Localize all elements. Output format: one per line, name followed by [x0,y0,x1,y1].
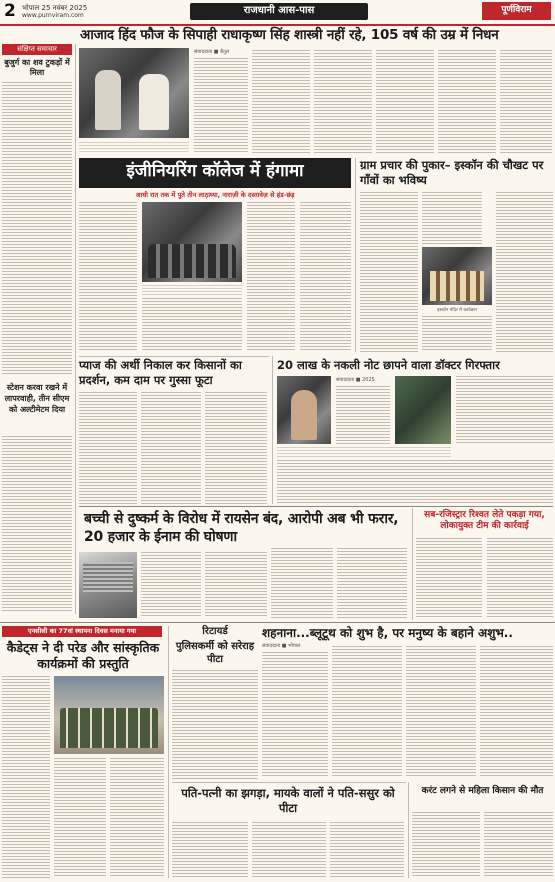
section-title: राजधानी आस-पास [243,5,315,16]
wedding-dateline: संवाददाता ■ भोपाल [262,643,301,649]
raisen-photo [79,552,137,618]
wedding-body-col1 [262,652,328,778]
raisen-body-col1 [141,552,201,618]
brief-headline-2: स्टेशन करवा रखने में लापरवाही, तीन सीएम को अल्टीमेटम दिया [4,383,70,414]
engineering-caption [142,285,242,295]
onion-body-col2 [141,392,201,504]
engineering-body-col2 [142,298,242,352]
lead-body-col1 [194,58,248,154]
ncc-headline: कैडेट्स ने दी परेड और सांस्कृतिक कार्यक्रमों की प्रस्तुति [6,640,160,671]
engineering-body-col4 [300,202,351,352]
farmer-body-col1 [412,812,480,878]
onion-body-col3 [205,392,267,504]
lead-photo-caption [79,142,189,154]
couple-top-rule [172,782,406,783]
raisen-body-col3 [271,548,333,618]
village-headline: ग्राम प्रचार की पुकार– इस्कॉन की चौखट पर गाँवों का भविष्य [360,158,544,187]
engineering-subhead: आधी रात तक में पुते तीन लाठ़ाघ्या, नाराज़ी के दस्तावेज़ से हंड-छंड़ [135,191,295,199]
photo-figure-2 [139,74,169,130]
col-rule-mid [355,158,356,352]
col-rule-left [75,44,76,614]
raisen-body-col2 [205,552,267,618]
ncc-body-col2 [54,758,106,878]
village-caption: इस्कॉन मंदिर में कार्यक्रम [437,308,477,313]
wedding-body-col2 [332,646,402,778]
header-rule [0,24,555,26]
lead-dateline: संवाददाता ■ बैतूल [194,49,230,55]
village-photo [422,247,492,305]
ncc-kicker: एनसीसी का 77वां स्थापना दिवस मनाया गया [2,626,162,637]
fake-notes-body-col3 [277,460,553,504]
fake-notes-photo [277,376,331,444]
col-rule-farmer [408,782,409,878]
retired-headline: पुलिसकर्मी को सरेराह पीटा [175,641,255,665]
masthead-box [482,2,551,20]
farmer-headline: करंट लगने से महिला किसान की मौत [421,786,544,796]
crowd-silhouette [148,244,236,278]
village-body-col1 [360,192,418,352]
engineering-body-col3 [247,202,295,352]
wedding-body-col3 [406,646,476,778]
wedding-body-col4 [480,646,553,778]
wedding-headline: शहनाना...ब्लूटूथ को शुभ है, पर मनुष्य के बहाने अशुभ.. [262,626,513,640]
bribe-body-col2 [487,538,553,618]
col-rule-ncc [168,626,169,878]
bottom-section-rule [0,622,555,623]
lead-photo [79,48,189,138]
ncc-photo [54,676,164,754]
fake-notes-dateline: संवाददाता ■ 2025 [336,377,375,383]
arrested-man [291,390,317,440]
fake-notes-body-col2 [456,376,553,444]
lead-body-col5 [438,50,496,154]
retired-body [172,670,258,780]
retired-kicker: रिटायर्ड [202,626,228,637]
date-line: भोपाल 25 नवंबर 2025 [22,4,88,12]
lead-body-col6 [500,50,552,154]
raisen-top-rule [79,506,553,507]
bribe-body-col1 [416,538,482,618]
engineering-headline-box [79,158,351,188]
left-column [2,44,72,614]
couple-body-col2 [252,822,326,878]
brief-headline-1: बुजुर्ग का शव टुकड़ों में मिला [4,58,70,77]
col-rule-bribe [412,508,413,620]
page-header [0,0,555,26]
bribe-headline: सब-रजिस्ट्रार रिश्वत लेते पकड़ा गया, लोकायुक्त टीम की कार्रवाई [424,510,545,531]
cadets-row [60,708,158,748]
lead-headline: आजाद हिंद फौज के सिपाही राधाकृष्ण सिंह शास्त्री नहीं रहे, 105 वर्ष की उम्र में निधन [80,27,499,43]
fake-notes-headline: 20 लाख के नकली नोट छापने वाला डॉक्टर गिरफ्तार [277,358,500,372]
shutters [83,562,133,592]
farmer-body-col2 [484,812,553,878]
onion-top-rule [79,356,269,357]
stage-figures [430,271,484,301]
engineering-body-col1 [79,202,137,352]
col-rule-onion [272,356,273,504]
fake-notes-caption [277,447,451,457]
couple-body-col1 [172,822,248,878]
lead-body-col2 [252,50,310,154]
village-body-col2 [422,192,482,244]
onion-headline: प्याज की अर्थी निकाल कर किसानों का प्रदर्शन, कम दाम पर गुस्सा फूटा [79,358,242,387]
page-number: 2 [4,1,16,21]
couple-body-col3 [330,822,404,878]
engineering-photo [142,202,242,282]
village-body-col4 [496,192,553,352]
lead-body-col4 [376,50,434,154]
brief-body-1 [2,82,72,374]
fake-notes-photo-2 [395,376,451,444]
raisen-headline: बच्ची से दुष्कर्म के विरोध में रायसेन बंद, आरोपी अब भी फरार, 20 हजार के ईनाम की घोषणा [84,511,399,545]
raisen-body-col4 [337,548,407,618]
ncc-body-col1 [2,676,50,878]
photo-figure-1 [95,70,121,130]
masthead: पूर्णविराम [501,5,532,15]
onion-body-col1 [79,392,137,504]
fake-notes-body-col1 [336,386,390,444]
brief-kicker: संक्षिप्त समाचार [2,44,72,55]
village-body-col3 [422,316,492,352]
ncc-body-col3 [110,758,164,878]
couple-headline: पति-पत्नी का झगड़ा, मायके वालों ने पति-ससुर को पीटा [181,786,395,815]
lead-body-col3 [314,50,372,154]
brief-body-2 [2,436,72,612]
website[interactable]: www.purnviram.com [22,12,84,19]
section-banner [190,3,368,20]
engineering-headline: इंजीनियरिंग कॉलेज में हंगामा [126,161,304,181]
